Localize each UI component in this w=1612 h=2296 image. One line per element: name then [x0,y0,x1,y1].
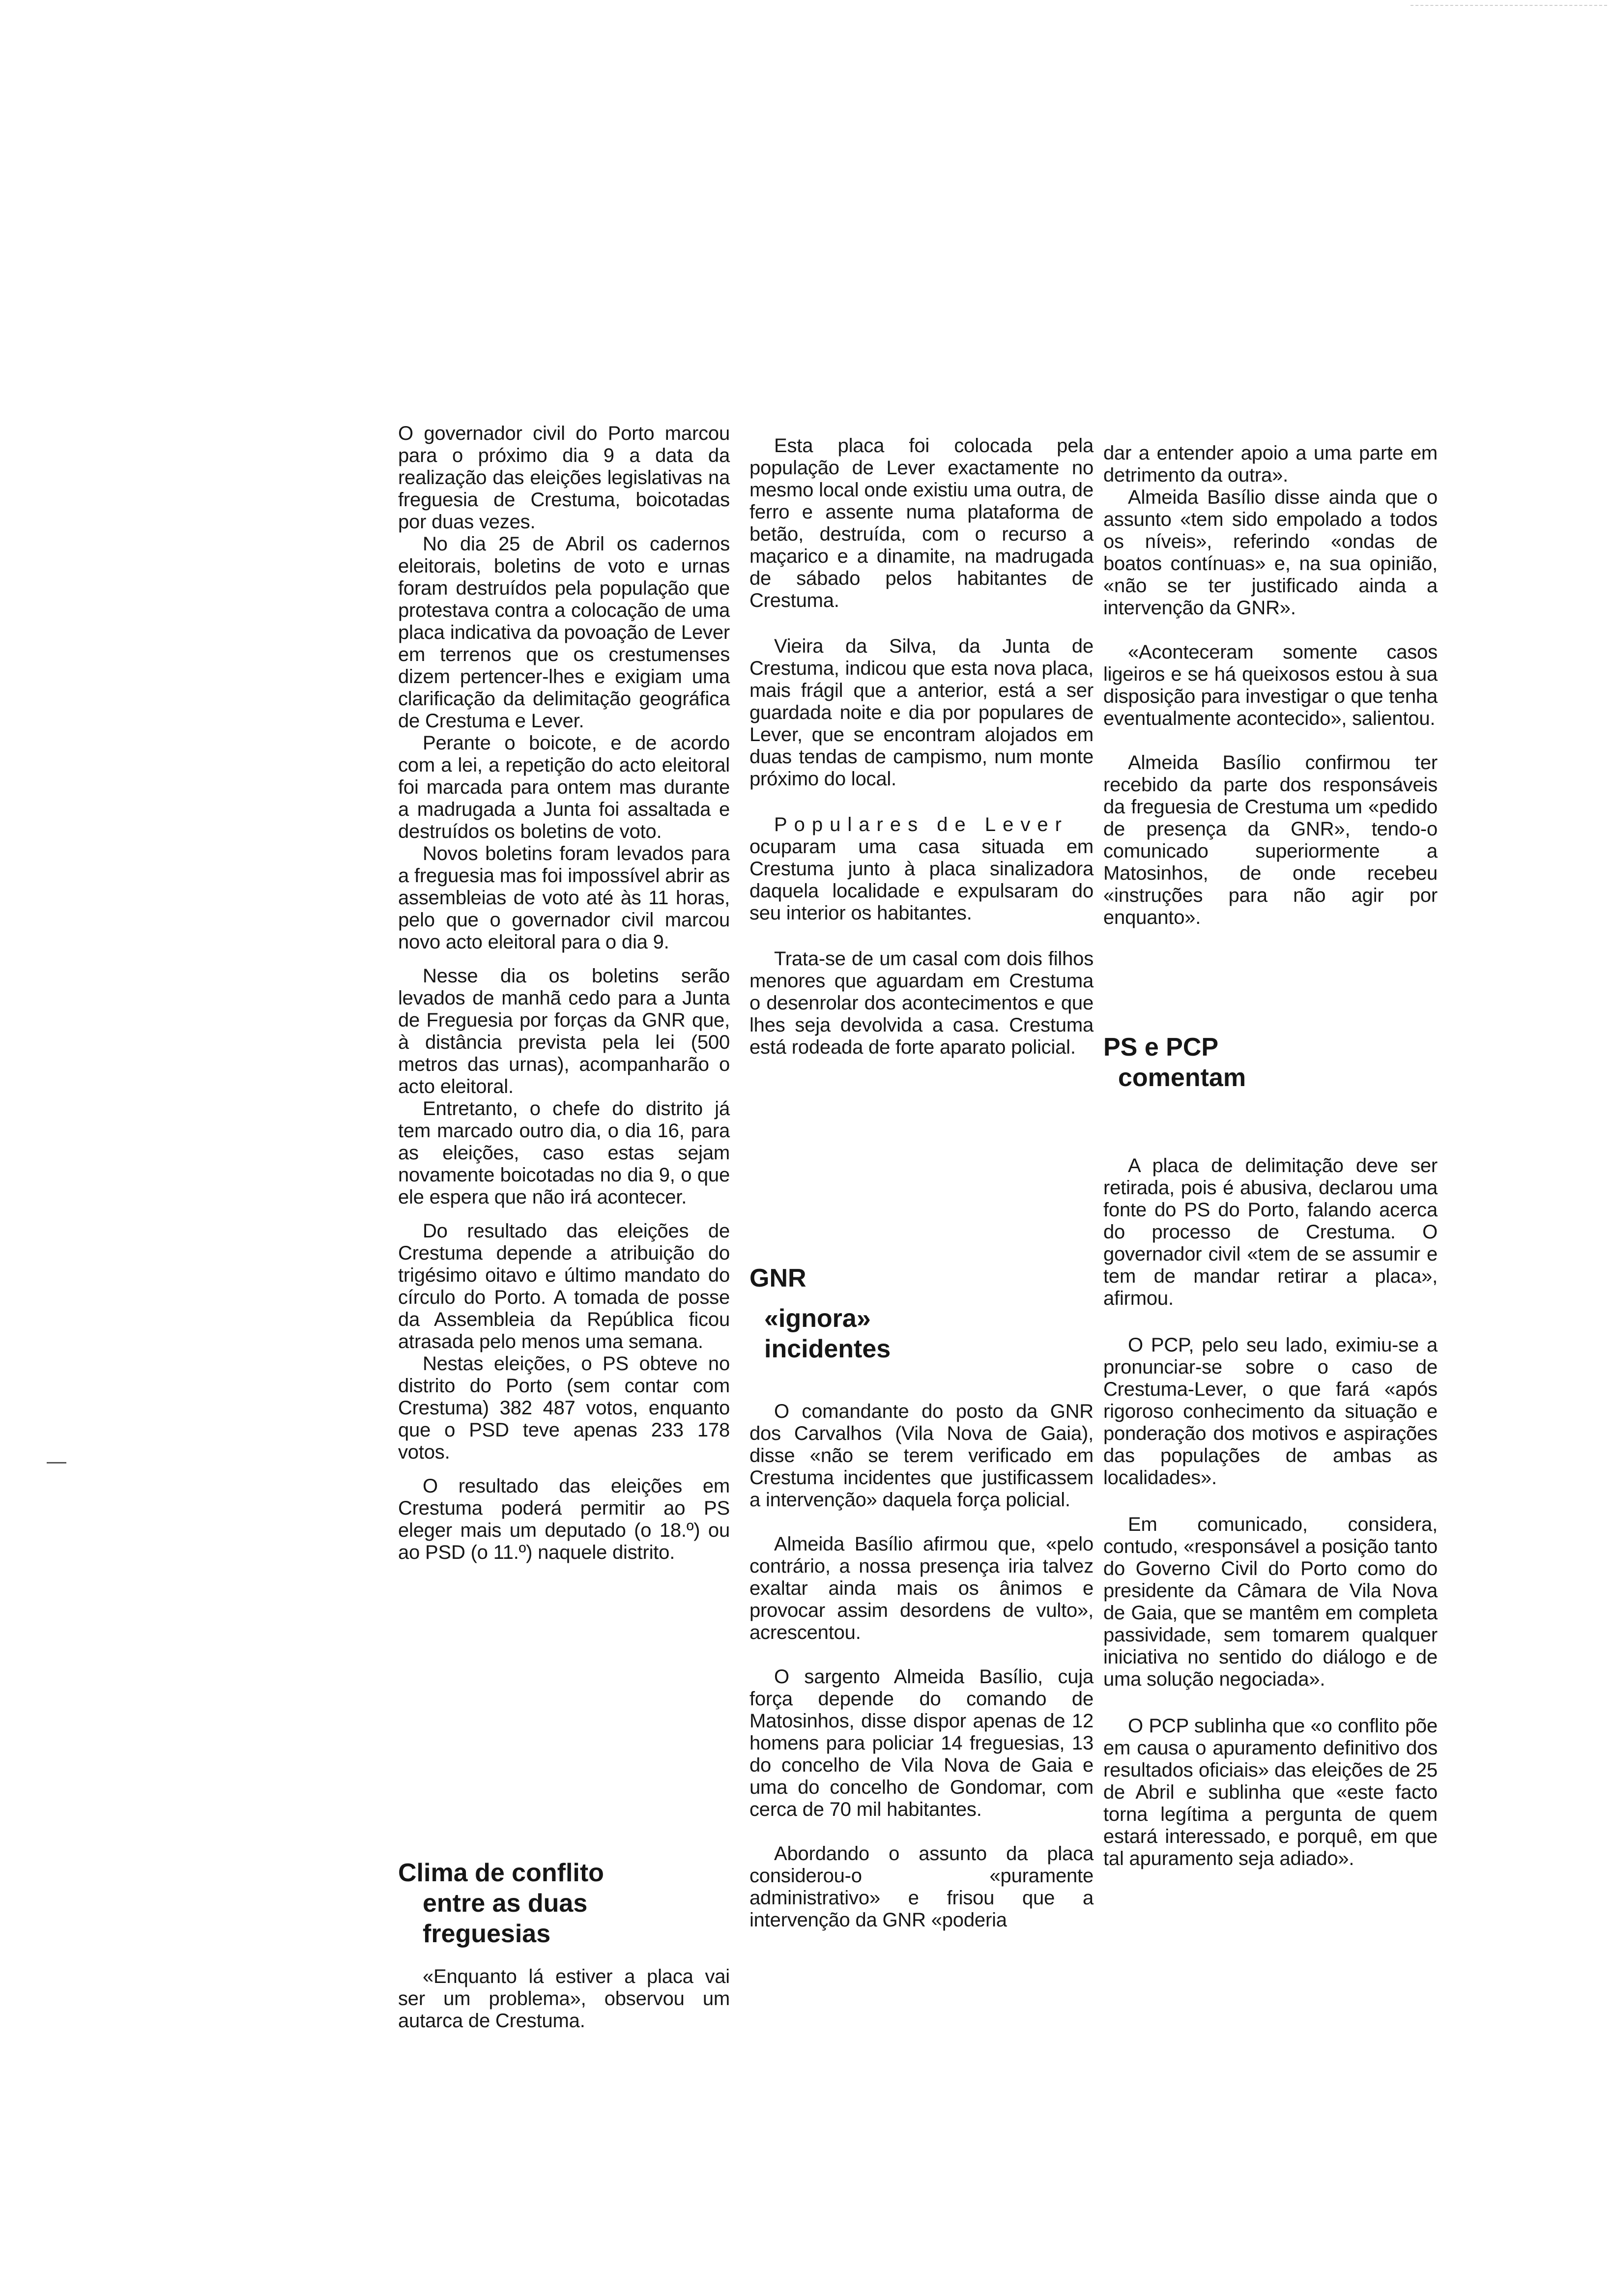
col1-text-block-2 [398,1966,730,2032]
col1-heading [398,1858,730,1949]
col1-paragraph: Do resultado das eleições de Crestuma depende a atribuição do trigésimo oitavo e último mandato do círculo do Porto. A tomada de posse da Assembleia da República ficou atrasada pelo menos uma semana. [398,1220,730,1352]
col3-paragraph: A placa de delimitação deve ser retirada, pois é abusiva, declarou uma fonte do PS do Porto, falando acerca do processo de Crestuma. O governador civil «tem de se assumir e tem de mandar retirar a placa», afirmou. [1103,1155,1438,1309]
heading-line: entre as duas [423,1889,588,1918]
scan-edge-mark [1410,5,1607,7]
heading-line: GNR [749,1264,806,1292]
col3-paragraph: O PCP sublinha que «o conflito põe em causa o apuramento definitivo dos resultados oficiais» das eleições de 25 de Abril e sublinha que «este facto torna legítima a pergunta de quem estará interessado, e porquê, em que tal apuramento seja adiado». [1103,1715,1438,1869]
col2-paragraph: Almeida Basílio afirmou que, «pelo contrário, a nossa presença iria talvez exaltar ainda mais os ânimos e provocar assim desordens de vulto», acrescentou. [749,1533,1094,1643]
heading-line: incidentes [764,1335,891,1363]
heading-line: freguesias [423,1920,551,1948]
col2-paragraph: ocuparam uma casa situada em Crestuma junto à placa sinalizadora daquela localidade e expulsaram do seu interior os habitantes. [749,836,1094,924]
col2-spaced-lead: Populares de Lever [774,814,1068,835]
col1-paragraph: O governador civil do Porto marcou para o próximo dia 9 a data da realização das eleições legislativas na freguesia de Crestuma, boicotadas por duas vezes. [398,423,730,533]
heading-line: PS e PCP [1103,1033,1219,1062]
col1-paragraph: Novos boletins foram levados para a freguesia mas foi impossível abrir as assembleias de voto até às 11 horas, pelo que o governador civil marcou novo acto eleitoral para o dia 9. [398,843,730,953]
heading-line: Clima de conflito [398,1859,604,1887]
col3-heading [1103,1032,1438,1093]
col2-paragraph: Trata-se de um casal com dois filhos menores que aguardam em Crestuma o desenrolar dos acontecimentos e que lhes seja devolvida a casa. Crestuma está rodeada de forte aparato policial. [749,948,1094,1058]
col2-heading [749,1263,1094,1364]
col2-paragraph: Esta placa foi colocada pela população de Lever exactamente no mesmo local onde existiu uma outra, de ferro e assente numa plataforma de betão, destruída, com o recurso a maçarico e a dinamite, na madrugada de sábado pelos habitantes de Crestuma. [749,435,1094,611]
col1-paragraph: Nesse dia os boletins serão levados de manhã cedo para a Junta de Freguesia por forças da GNR que, à distância prevista pela lei (500 metros das urnas), acompanharão o acto eleitoral. [398,965,730,1097]
col2-paragraph: Vieira da Silva, da Junta de Crestuma, indicou que esta nova placa, mais frágil que a anterior, está a ser guardada noite e dia por populares de Lever, que se encontram alojados em duas tendas de campismo, num monte próximo do local. [749,635,1094,790]
col1-paragraph: Entretanto, o chefe do distrito já tem marcado outro dia, o dia 16, para as eleições, caso estas sejam novamente boicotadas no dia 9, o que ele espera que não irá acontecer. [398,1098,730,1208]
heading-line: comentam [1118,1063,1246,1092]
col2-paragraph: O comandante do posto da GNR dos Carvalhos (Vila Nova de Gaia), disse «não se terem verificado em Crestuma incidentes que justificassem a intervenção» daquela força policial. [749,1401,1094,1511]
col1-paragraph: No dia 25 de Abril os cadernos eleitorais, boletins de voto e urnas foram destruídos pela população que protestava contra a colocação de uma placa indicativa da povoação de Lever em terrenos que os crestumenses dizem pertencer-lhes e exigiam uma clarificação da delimitação geográfica de Crestuma e Lever. [398,533,730,732]
col2-paragraph: Abordando o assunto da placa considerou-o «puramente administrativo» e frisou que a intervenção da GNR «poderia [749,1843,1094,1931]
col3-paragraph: dar a entender apoio a uma parte em detrimento da outra». [1103,442,1438,486]
col1-paragraph: Nestas eleições, o PS obteve no distrito do Porto (sem contar com Crestuma) 382 487 votos, enquanto que o PSD teve apenas 233 178 votos. [398,1353,730,1463]
col1-text-block [398,423,730,1564]
col3-text-block [1103,442,1438,929]
col3-paragraph: O PCP, pelo seu lado, eximiu-se a pronunciar-se sobre o caso de Crestuma-Lever, o que fará «após rigoroso conhecimento da situação e ponderação dos motivos e aspirações das populações de ambas as localidades». [1103,1334,1438,1489]
col3-paragraph: Almeida Basílio confirmou ter recebido da parte dos responsáveis da freguesia de Crestuma um «pedido de presença da GNR», tendo-o comunicado superiormente a Matosinhos, de onde recebeu «instruções para não agir por enquanto». [1103,752,1438,928]
heading-line: «ignora» [764,1304,871,1333]
col3-paragraph: Almeida Basílio disse ainda que o assunto «tem sido empolado a todos os níveis», referindo «ondas de boatos contínuas» e, na sua opinião, «não se ter justificado ainda a intervenção da GNR». [1103,487,1438,619]
col2-text-block-2 [749,1401,1094,1931]
col1-paragraph: «Enquanto lá estiver a placa vai ser um problema», observou um autarca de Crestuma. [398,1966,730,2032]
col1-paragraph: Perante o boicote, e de acordo com a lei, a repetição do acto eleitoral foi marcada para ontem mas durante a madrugada a Junta foi assaltada e destruídos os boletins de voto. [398,732,730,842]
col3-paragraph: Em comunicado, considera, contudo, «responsável a posição tanto do Governo Civil do Porto como do presidente da Câmara de Vila Nova de Gaia, que se mantêm em completa passividade, sem tomarem qualquer iniciativa no sentido do diálogo e de uma solução negociada». [1103,1514,1438,1690]
col1-paragraph: O resultado das eleições em Crestuma poderá permitir ao PS eleger mais um deputado (o 18.º) ou ao PSD (o 11.º) naquele distrito. [398,1475,730,1563]
col3-text-block-2 [1103,1155,1438,1870]
col2-text-block [749,435,1094,1059]
margin-dash-mark [47,1462,66,1464]
col3-paragraph: «Aconteceram somente casos ligeiros e se há queixosos estou à sua disposição para investigar o que tenha eventualmente acontecido», salientou. [1103,641,1438,729]
col2-paragraph: O sargento Almeida Basílio, cuja força depende do comando de Matosinhos, disse dispor apenas de 12 homens para policiar 14 freguesias, 13 do concelho de Vila Nova de Gaia e uma do concelho de Gondomar, com cerca de 70 mil habitantes. [749,1666,1094,1820]
